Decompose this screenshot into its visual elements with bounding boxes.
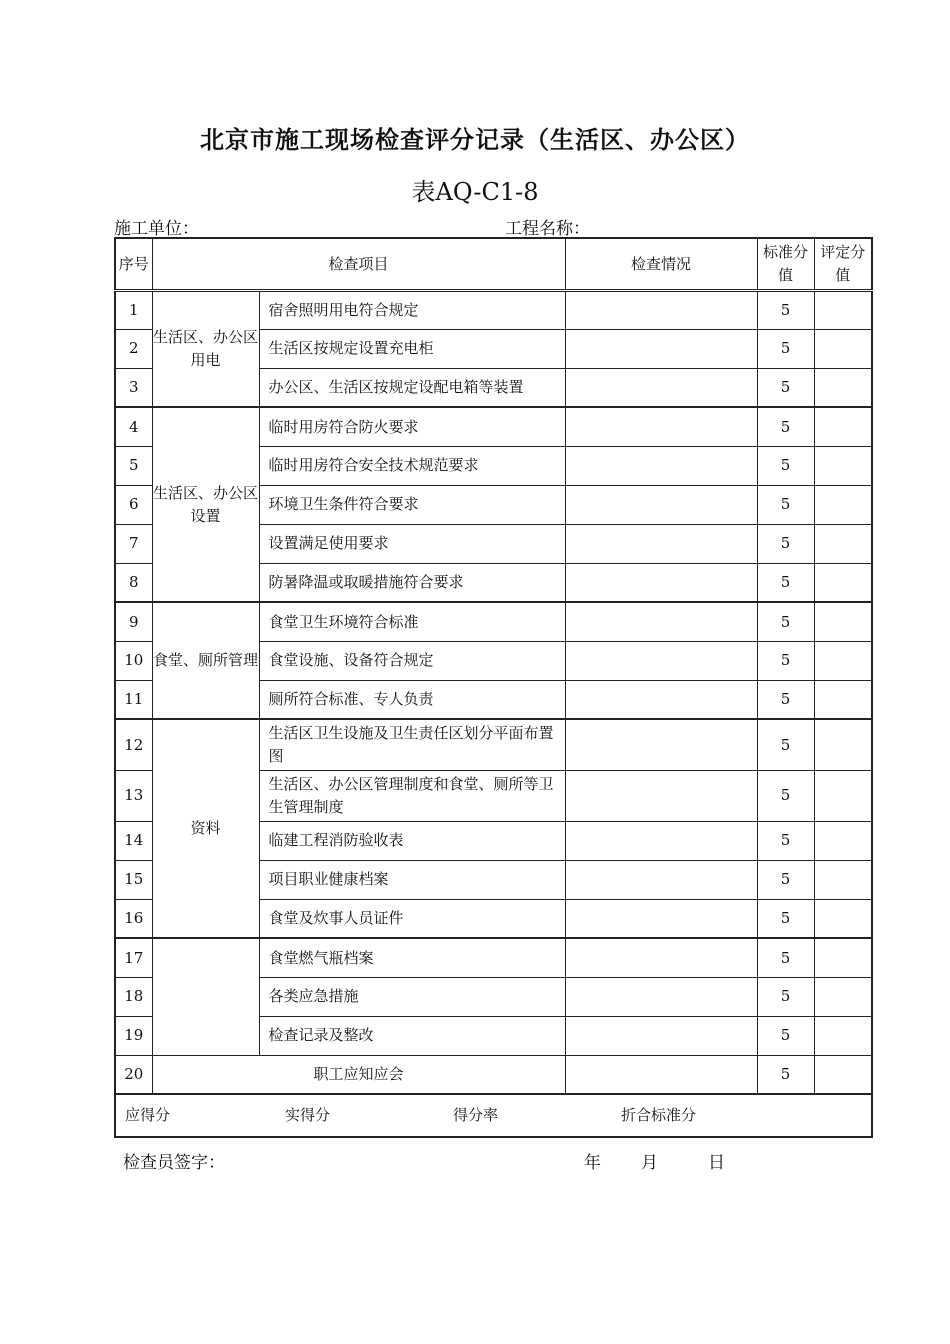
rated-score-cell[interactable]: [814, 1055, 872, 1094]
rated-score-cell[interactable]: [814, 770, 872, 821]
item-text: 食堂燃气瓶档案: [259, 938, 565, 977]
item-text: 各类应急措施: [259, 977, 565, 1016]
row-number: 9: [115, 602, 152, 641]
row-number: 5: [115, 446, 152, 485]
item-text: 临建工程消防验收表: [259, 821, 565, 860]
header-item: 检查项目: [152, 238, 565, 290]
item-text: 食堂卫生环境符合标准: [259, 602, 565, 641]
row-number: 8: [115, 563, 152, 602]
score-table: [114, 237, 873, 1138]
standard-score: 5: [757, 290, 814, 329]
status-cell[interactable]: [565, 1016, 757, 1055]
status-cell[interactable]: [565, 1055, 757, 1094]
item-text: 设置满足使用要求: [259, 524, 565, 563]
item-text: 环境卫生条件符合要求: [259, 485, 565, 524]
item-text: 项目职业健康档案: [259, 860, 565, 899]
status-cell[interactable]: [565, 290, 757, 329]
actual-score-label: 实得分: [285, 1106, 331, 1125]
standard-score: 5: [757, 680, 814, 719]
rated-score-cell[interactable]: [814, 719, 872, 770]
standard-score: 5: [757, 641, 814, 680]
standard-score: 5: [757, 524, 814, 563]
status-cell[interactable]: [565, 446, 757, 485]
row-number: 10: [115, 641, 152, 680]
row-number: 16: [115, 899, 152, 938]
row-number: 13: [115, 770, 152, 821]
rated-score-cell[interactable]: [814, 446, 872, 485]
rated-score-cell[interactable]: [814, 938, 872, 977]
item-text: 食堂设施、设备符合规定: [259, 641, 565, 680]
year-label: 年: [584, 1153, 601, 1173]
status-cell[interactable]: [565, 719, 757, 770]
standard-score: 5: [757, 719, 814, 770]
header-status: 检查情况: [565, 238, 757, 290]
rated-score-cell[interactable]: [814, 563, 872, 602]
standard-score: 5: [757, 977, 814, 1016]
rated-score-cell[interactable]: [814, 641, 872, 680]
group-label: [152, 938, 259, 1055]
item-text: 职工应知应会: [152, 1055, 565, 1094]
standard-score: 5: [757, 821, 814, 860]
status-cell[interactable]: [565, 938, 757, 977]
group-label: 生活区、办公区设置: [152, 407, 259, 602]
item-text: 生活区卫生设施及卫生责任区划分平面布置图: [259, 719, 565, 770]
status-cell[interactable]: [565, 821, 757, 860]
standard-score: 5: [757, 407, 814, 446]
standard-score: 5: [757, 899, 814, 938]
standard-score: 5: [757, 938, 814, 977]
score-rate-label: 得分率: [453, 1106, 499, 1125]
status-cell[interactable]: [565, 602, 757, 641]
group-label: 资料: [152, 719, 259, 938]
row-number: 11: [115, 680, 152, 719]
row-number: 4: [115, 407, 152, 446]
standard-score: 5: [757, 485, 814, 524]
rated-score-cell[interactable]: [814, 860, 872, 899]
rated-score-cell[interactable]: [814, 602, 872, 641]
standard-score: 5: [757, 860, 814, 899]
score-summary: [115, 1094, 872, 1137]
rated-score-cell[interactable]: [814, 329, 872, 368]
row-number: 6: [115, 485, 152, 524]
status-cell[interactable]: [565, 563, 757, 602]
header-seq: 序号: [115, 238, 152, 290]
row-number: 20: [115, 1055, 152, 1094]
project-name-label: 工程名称：: [505, 219, 590, 239]
item-text: 厕所符合标准、专人负责: [259, 680, 565, 719]
form-code: 表AQ-C1-8: [411, 178, 539, 206]
row-number: 15: [115, 860, 152, 899]
row-number: 7: [115, 524, 152, 563]
item-text: 宿舍照明用电符合规定: [259, 290, 565, 329]
item-text: 生活区、办公区管理制度和食堂、厕所等卫生管理制度: [259, 770, 565, 821]
status-cell[interactable]: [565, 368, 757, 407]
standard-score: 5: [757, 602, 814, 641]
item-text: 临时用房符合防火要求: [259, 407, 565, 446]
status-cell[interactable]: [565, 407, 757, 446]
standard-score: 5: [757, 770, 814, 821]
month-label: 月: [641, 1153, 658, 1173]
row-number: 18: [115, 977, 152, 1016]
item-text: 生活区按规定设置充电柜: [259, 329, 565, 368]
item-text: 防暑降温或取暖措施符合要求: [259, 563, 565, 602]
group-label: 食堂、厕所管理: [152, 602, 259, 719]
standard-score: 5: [757, 1016, 814, 1055]
standard-score: 5: [757, 446, 814, 485]
header-rated: 评定分值: [814, 238, 872, 290]
rated-score-cell[interactable]: [814, 977, 872, 1016]
row-number: 1: [115, 290, 152, 329]
status-cell[interactable]: [565, 977, 757, 1016]
standard-score: 5: [757, 368, 814, 407]
group-label: 生活区、办公区用电: [152, 290, 259, 407]
standard-score: 5: [757, 1055, 814, 1094]
status-cell[interactable]: [565, 524, 757, 563]
row-number: 17: [115, 938, 152, 977]
rated-score-cell[interactable]: [814, 485, 872, 524]
document-title: 北京市施工现场检查评分记录（生活区、办公区）: [200, 125, 750, 154]
rated-score-cell[interactable]: [814, 407, 872, 446]
status-cell[interactable]: [565, 680, 757, 719]
row-number: 2: [115, 329, 152, 368]
rated-score-cell[interactable]: [814, 899, 872, 938]
due-score-label: 应得分: [125, 1106, 171, 1125]
inspector-signature-label: 检查员签字：: [123, 1153, 225, 1173]
rated-score-cell[interactable]: [814, 524, 872, 563]
construction-unit-label: 施工单位：: [114, 219, 199, 239]
rated-score-cell[interactable]: [814, 680, 872, 719]
status-cell[interactable]: [565, 899, 757, 938]
status-cell[interactable]: [565, 641, 757, 680]
rated-score-cell[interactable]: [814, 821, 872, 860]
rated-score-cell[interactable]: [814, 368, 872, 407]
row-number: 19: [115, 1016, 152, 1055]
rated-score-cell[interactable]: [814, 1016, 872, 1055]
status-cell[interactable]: [565, 329, 757, 368]
status-cell[interactable]: [565, 860, 757, 899]
standard-score: 5: [757, 563, 814, 602]
header-standard: 标准分值: [757, 238, 814, 290]
status-cell[interactable]: [565, 770, 757, 821]
item-text: 办公区、生活区按规定设配电箱等装置: [259, 368, 565, 407]
item-text: 检查记录及整改: [259, 1016, 565, 1055]
standard-score: 5: [757, 329, 814, 368]
day-label: 日: [708, 1153, 725, 1173]
converted-score-label: 折合标准分: [621, 1106, 697, 1125]
rated-score-cell[interactable]: [814, 290, 872, 329]
row-number: 14: [115, 821, 152, 860]
status-cell[interactable]: [565, 485, 757, 524]
item-text: 食堂及炊事人员证件: [259, 899, 565, 938]
row-number: 12: [115, 719, 152, 770]
item-text: 临时用房符合安全技术规范要求: [259, 446, 565, 485]
row-number: 3: [115, 368, 152, 407]
